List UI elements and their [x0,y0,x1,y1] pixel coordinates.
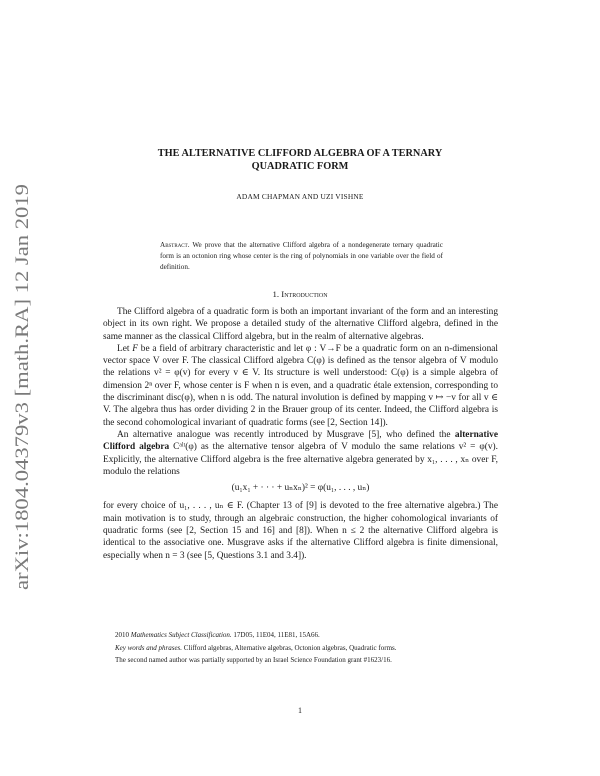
footnote-msc: 2010 Mathematics Subject Classification. 17D05, 11E04, 11E81, 15A66. [115,631,320,639]
authors: ADAM CHAPMAN AND UZI VISHNE [236,192,364,201]
page-number: 1 [298,706,302,715]
footnote-keywords: Key words and phrases. Clifford algebras, Alternative algebras, Octonion algebras, Quadratic forms. [115,643,397,652]
title-line-2: QUADRATIC FORM [251,160,349,172]
section-number: 1. [272,289,280,299]
paragraph-4: for every choice of u₁, . . . , uₙ ∈ F. (Chapter 13 of [9] is devoted to the free alternative algebra.) The main motivation is to study, through an algebraic construction, the higher cohomological invariants of quadratic forms (see [2, Section 15 and 16] and [8]). When n ≤ 2 the alternative Clifford algebra is identical to the associative one. Musgrave asks if the alternative Clifford algebra is finite dimensional, especially when n = 3 (see [5, Questions 3.1 and 3.4]). [103,501,498,561]
abstract-text: We prove that the alternative Clifford algebra of a nondegenerate ternary quadratic form is an octonion ring whose center is the ring of polynomials in one variable over the field of definition. [160,241,443,271]
body-text [103,306,498,562]
section-title: Introduction [281,289,328,299]
paper-title [100,148,500,173]
section-heading [100,289,500,299]
paragraph-1: The Clifford algebra of a quadratic form is both an important invariant of the form and an interesting object in its own right. We propose a detailed study of the alternative Clifford algebra, defined in the same manner as the classical Clifford algebra, but in the realm of alternative algebras. [103,307,498,342]
abstract-label: Abstract. [160,241,190,249]
title-line-1: THE ALTERNATIVE CLIFFORD ALGEBRA OF A TERNARY [157,148,443,159]
display-equation: (u₁x₁ + · · · + uₙxₙ)² = φ(u₁, . . . , uₙ) [231,483,370,494]
defined-term: alternative Clifford algebra [103,429,498,453]
footnote-support: The second named author was partially supported by an Israel Science Foundation grant #1623/16. [115,656,392,665]
arxiv-stamp-text: arXiv:1804.04379v3 [math.RA] 12 Jan 2019 [12,249,33,590]
abstract [160,240,443,273]
arxiv-stamp [8,180,34,592]
footnotes [103,630,498,668]
paragraph-2: Let F be a field of arbitrary characteristic and let φ : V→F be a quadratic form on an n-dimensional vector space V over F. The classical Clifford algebra C(φ) is defined as the tensor algebra of V modulo the relations v² = φ(v) for every v ∈ V. Its structure is well understood: C(φ) is a simple algebra of dimension 2ⁿ over F, whose center is F when n is even, and a quadratic étale extension, corresponding to the discriminant disc(φ), when n is odd. The natural involution is defined by mapping v ↦ −v for all v ∈ V. The algebra thus has order dividing 2 in the Brauer group of its center. Indeed, the Clifford algebra is the second cohomological invariant of quadratic forms (see [2, Section 14]). [103,343,498,428]
paragraph-3: An alternative analogue was recently introduced by Musgrave [5], who defined the alternative Clifford algebra Cᵃˡᵗ(φ) as the alternative tensor algebra of V modulo the same relations v² = φ(v). Explicitly, the alternative Clifford algebra is the free alternative algebra generated by x₁, . . . , xₙ over F, modulo the relations [103,429,498,477]
